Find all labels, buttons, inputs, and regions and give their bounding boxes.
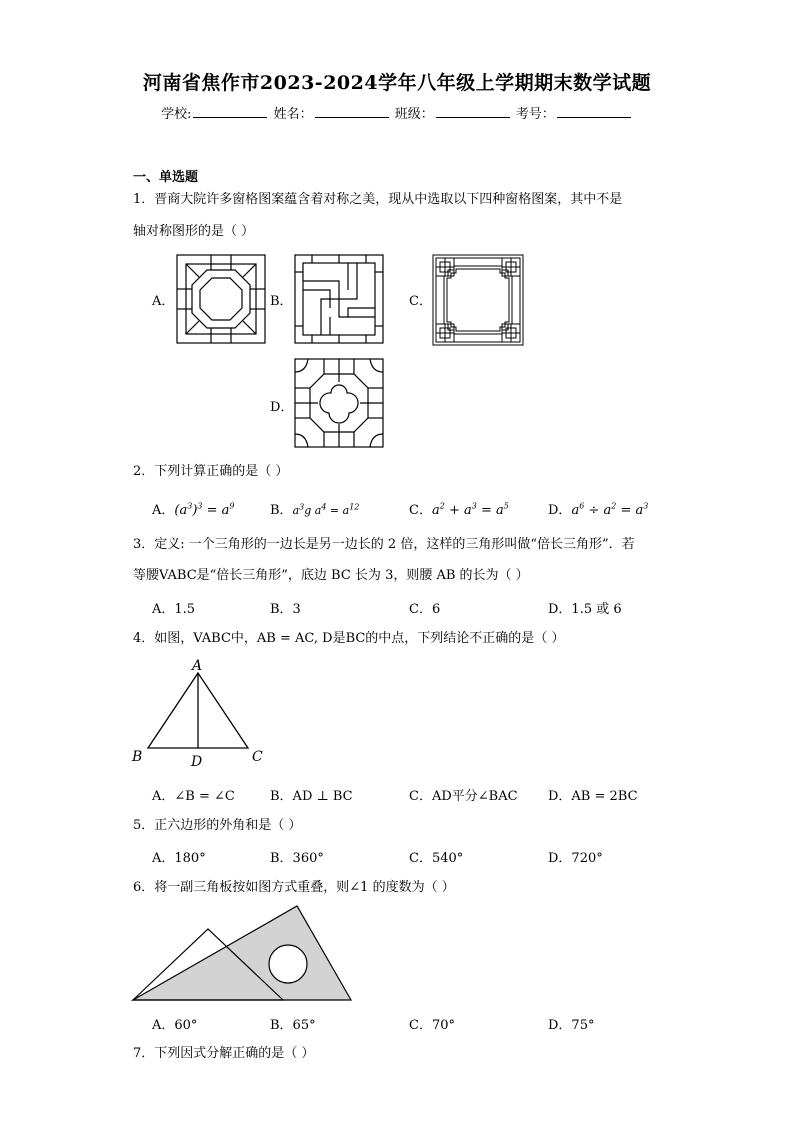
q3-option-a[interactable]: A．1.5 <box>152 602 196 617</box>
q5-option-a[interactable]: A．180° <box>152 851 206 866</box>
school-blank <box>193 106 267 118</box>
q2-option-b[interactable]: B．$a^3g$ $a^4 = a^{12}$ <box>270 502 360 518</box>
q4-option-d[interactable]: D．AB = 2BC <box>548 789 638 804</box>
q5-option-b[interactable]: B．360° <box>270 851 324 866</box>
set-square-hole <box>269 945 307 983</box>
q3-option-d[interactable]: D．1.5 或 6 <box>548 602 622 617</box>
isosceles-triangle-figure <box>128 655 268 770</box>
school-label: 学校: <box>161 107 192 122</box>
q2-option-d[interactable]: D．$a^6 \div a^2 = a^3$ <box>548 501 649 518</box>
q1-label-d: D． <box>270 400 294 415</box>
point-label-d: D <box>191 754 203 770</box>
q7-stem: 7．下列因式分解正确的是（ ） <box>133 1046 315 1061</box>
shaded-set-square <box>133 906 351 1000</box>
q4-option-b[interactable]: B．AD ⊥ BC <box>270 789 353 804</box>
class-label: 班级： <box>394 107 434 122</box>
q6-option-b[interactable]: B．65° <box>270 1018 316 1033</box>
vertex-label-c: C <box>252 749 263 765</box>
q4-option-c[interactable]: C．AD平分∠BAC <box>409 789 518 804</box>
q3-option-b[interactable]: B．3 <box>270 602 301 617</box>
name-label: 姓名： <box>273 107 313 122</box>
q1-line1: 1．晋商大院许多窗格图案蕴含着对称之美，现从中选取以下四种窗格图案，其中不是 <box>133 192 623 207</box>
q4-option-a[interactable]: A．∠B = ∠C <box>152 789 235 804</box>
q6-option-a[interactable]: A．60° <box>152 1018 198 1033</box>
window-pattern-d <box>294 358 384 448</box>
window-pattern-c <box>432 254 524 346</box>
q4-stem: 4．如图，VABC中，AB = AC, D是BC的中点，下列结论不正确的是（ ） <box>133 631 565 646</box>
q6-stem: 6．将一副三角板按如图方式重叠，则∠1 的度数为（ ） <box>133 880 455 895</box>
q6-option-d[interactable]: D．75° <box>548 1018 595 1033</box>
class-blank <box>436 106 510 118</box>
page-title: 河南省焦作市2023-2024学年八年级上学期期末数学试题 <box>142 72 652 94</box>
q3-line1: 3．定义: 一个三角形的一边长是另一边长的 2 倍，这样的三角形叫做“倍长三角形”．若 <box>133 537 635 552</box>
q1-label-c: C． <box>409 294 432 309</box>
id-blank <box>557 106 631 118</box>
student-info-line <box>0 103 794 122</box>
q5-option-c[interactable]: C．540° <box>409 851 464 866</box>
q2-stem: 2．下列计算正确的是（ ） <box>133 464 289 479</box>
vertex-label-a: A <box>192 658 203 674</box>
triangle-rulers-figure <box>128 902 356 1006</box>
id-label: 考号： <box>515 107 555 122</box>
q2-option-a[interactable]: A．$(a^3)^3 = a^9$ <box>152 501 235 518</box>
q5-option-d[interactable]: D．720° <box>548 851 603 866</box>
q6-option-c[interactable]: C．70° <box>409 1018 455 1033</box>
q1-line2: 轴对称图形的是（ ） <box>133 224 255 239</box>
q3-line2: 等腰VABC是“倍长三角形”，底边 BC 长为 3，则腰 AB 的长为（ ） <box>133 568 529 583</box>
name-blank <box>315 106 389 118</box>
section-heading: 一、单选题 <box>133 170 199 185</box>
window-pattern-b <box>294 254 384 344</box>
q2-option-c[interactable]: C．$a^2 + a^3 = a^5$ <box>409 501 509 518</box>
q5-stem: 5．正六边形的外角和是（ ） <box>133 818 302 833</box>
q1-label-b: B． <box>270 294 293 309</box>
window-pattern-a <box>176 254 266 344</box>
q1-label-a: A． <box>152 294 175 309</box>
q3-option-c[interactable]: C．6 <box>409 602 441 617</box>
vertex-label-b: B <box>132 749 143 765</box>
